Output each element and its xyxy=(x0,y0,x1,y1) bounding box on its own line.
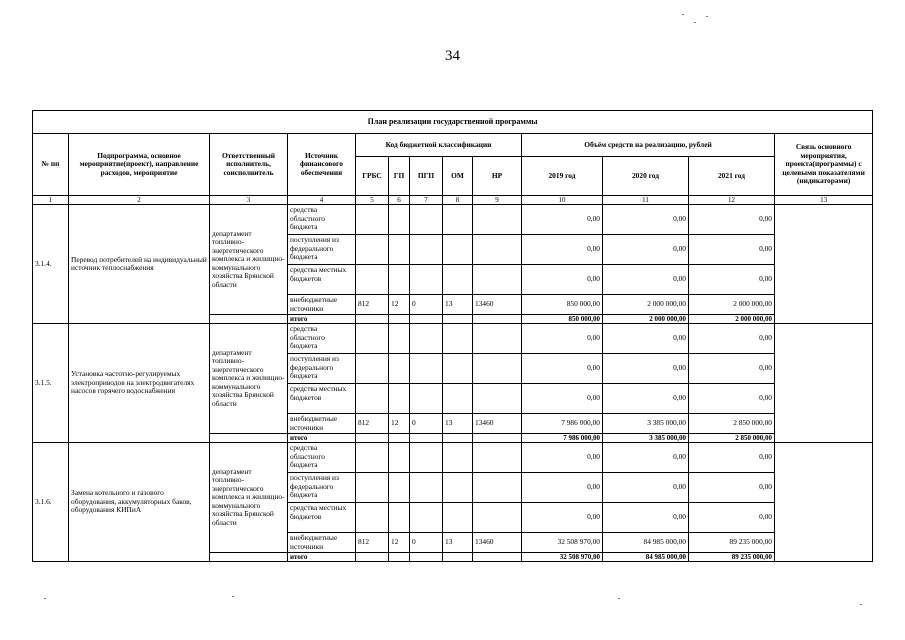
table-row xyxy=(33,205,873,235)
table-row xyxy=(33,324,873,354)
header-om: ОМ xyxy=(443,157,473,196)
value-2021: 2 850 000,00 xyxy=(689,414,775,434)
value-2019: 7 986 000,00 xyxy=(522,414,603,434)
value-2021: 0,00 xyxy=(689,503,775,533)
header-gp: ГП xyxy=(389,157,410,196)
scan-speck xyxy=(232,596,234,597)
code-grbs: 812 xyxy=(356,295,389,315)
value-2020: 0,00 xyxy=(603,503,689,533)
code-pgp: 0 xyxy=(410,533,443,553)
funding-source: средства областного бюджета xyxy=(288,205,356,235)
total-label: итого xyxy=(288,553,356,562)
value-2020: 2 000 000,00 xyxy=(603,295,689,315)
funding-source: поступления из федерального бюджета xyxy=(288,473,356,503)
header-no: № пп xyxy=(33,134,69,196)
column-number: 5 xyxy=(356,196,389,205)
value-2019: 0,00 xyxy=(522,503,603,533)
funding-source: средства местных бюджетов xyxy=(288,265,356,295)
value-2019: 0,00 xyxy=(522,324,603,354)
code-om: 13 xyxy=(443,533,473,553)
header-2021: 2021 год xyxy=(689,157,775,196)
code-gp: 12 xyxy=(389,533,410,553)
page-number: 34 xyxy=(445,48,460,64)
column-number: 12 xyxy=(689,196,775,205)
measure-index: 3.1.4. xyxy=(33,205,69,324)
value-2019: 0,00 xyxy=(522,443,603,473)
funding-source: поступления из федерального бюджета xyxy=(288,354,356,384)
value-2020: 0,00 xyxy=(603,324,689,354)
value-2021: 0,00 xyxy=(689,443,775,473)
code-np: 13460 xyxy=(473,533,522,553)
code-pgp: 0 xyxy=(410,414,443,434)
value-2019: 0,00 xyxy=(522,354,603,384)
header-np: НР xyxy=(473,157,522,196)
value-2019: 32 508 970,00 xyxy=(522,533,603,553)
column-number: 6 xyxy=(389,196,410,205)
value-2020: 0,00 xyxy=(603,473,689,503)
column-number: 2 xyxy=(69,196,210,205)
table-title: План реализации государственной программы xyxy=(33,111,873,134)
value-2020: 3 385 000,00 xyxy=(603,414,689,434)
header-subprogram: Подпрограмма, основное мероприятие(проект), направление расходов, мероприятие xyxy=(69,134,210,196)
value-2020: 0,00 xyxy=(603,384,689,414)
column-number: 3 xyxy=(210,196,288,205)
funding-source: внебюджетные источники xyxy=(288,295,356,315)
funding-source: средства местных бюджетов xyxy=(288,503,356,533)
funding-source: поступления из федерального бюджета xyxy=(288,235,356,265)
header-executor: Ответственный исполнитель, соисполнитель xyxy=(210,134,288,196)
total-label: итого xyxy=(288,315,356,324)
column-number: 13 xyxy=(775,196,873,205)
value-2019: 0,00 xyxy=(522,205,603,235)
value-2021: 2 000 000,00 xyxy=(689,295,775,315)
funding-source: средства местных бюджетов xyxy=(288,384,356,414)
total-2019: 7 986 000,00 xyxy=(522,434,603,443)
total-2020: 3 385 000,00 xyxy=(603,434,689,443)
header-source: Источник финансового обеспечения xyxy=(288,134,356,196)
code-grbs: 812 xyxy=(356,414,389,434)
value-2020: 0,00 xyxy=(603,235,689,265)
measure-name: Перевод потребителей на индивидуальный источник теплоснабжения xyxy=(69,205,210,324)
value-2021: 0,00 xyxy=(689,265,775,295)
total-2020: 84 985 000,00 xyxy=(603,553,689,562)
scan-speck xyxy=(694,22,696,23)
value-2019: 0,00 xyxy=(522,384,603,414)
code-np: 13460 xyxy=(473,295,522,315)
measure-executor: департамент топливно-энергетического комплекса и жилищно-коммунального хозяйства Брянской области xyxy=(210,443,288,553)
code-pgp: 0 xyxy=(410,295,443,315)
value-2020: 0,00 xyxy=(603,205,689,235)
header-pgp: ПГП xyxy=(410,157,443,196)
funding-source: внебюджетные источники xyxy=(288,414,356,434)
header-2020: 2020 год xyxy=(603,157,689,196)
value-2021: 0,00 xyxy=(689,354,775,384)
code-om: 13 xyxy=(443,295,473,315)
header-2019: 2019 год xyxy=(522,157,603,196)
total-2019: 850 000,00 xyxy=(522,315,603,324)
value-2020: 0,00 xyxy=(603,354,689,384)
column-number: 7 xyxy=(410,196,443,205)
header-funds: Объём средств на реализацию, рублей xyxy=(522,134,775,157)
header-grbs: ГРБС xyxy=(356,157,389,196)
column-number: 4 xyxy=(288,196,356,205)
scan-speck xyxy=(860,604,862,605)
program-plan-table-wrapper xyxy=(32,110,873,562)
funding-source: средства областного бюджета xyxy=(288,443,356,473)
code-gp: 12 xyxy=(389,414,410,434)
value-2019: 0,00 xyxy=(522,235,603,265)
value-2020: 84 985 000,00 xyxy=(603,533,689,553)
code-gp: 12 xyxy=(389,295,410,315)
measure-executor: департамент топливно-энергетического комплекса и жилищно-коммунального хозяйства Брянской области xyxy=(210,205,288,315)
header-budget-code: Код бюджетной классификации xyxy=(356,134,522,157)
indicator-link-cell xyxy=(775,205,873,324)
measure-index: 3.1.5. xyxy=(33,324,69,443)
header-link: Связь основного мероприятия, проекта(программы) с целевыми показателями (индикаторами) xyxy=(775,134,873,196)
total-label: итого xyxy=(288,434,356,443)
program-plan-table xyxy=(32,110,873,562)
funding-source: внебюджетные источники xyxy=(288,533,356,553)
code-np: 13460 xyxy=(473,414,522,434)
value-2021: 0,00 xyxy=(689,384,775,414)
value-2019: 0,00 xyxy=(522,265,603,295)
value-2020: 0,00 xyxy=(603,265,689,295)
column-number: 10 xyxy=(522,196,603,205)
measure-executor: департамент топливно-энергетического комплекса и жилищно-коммунального хозяйства Брянской области xyxy=(210,324,288,434)
indicator-link-cell xyxy=(775,443,873,562)
scan-speck xyxy=(706,16,708,17)
total-2021: 89 235 000,00 xyxy=(689,553,775,562)
column-number: 1 xyxy=(33,196,69,205)
column-number: 8 xyxy=(443,196,473,205)
scan-speck xyxy=(618,598,620,599)
value-2021: 89 235 000,00 xyxy=(689,533,775,553)
value-2019: 850 000,00 xyxy=(522,295,603,315)
indicator-link-cell xyxy=(775,324,873,443)
funding-source: средства областного бюджета xyxy=(288,324,356,354)
scan-speck xyxy=(682,14,684,15)
code-om: 13 xyxy=(443,414,473,434)
value-2021: 0,00 xyxy=(689,324,775,354)
total-2021: 2 850 000,00 xyxy=(689,434,775,443)
value-2021: 0,00 xyxy=(689,235,775,265)
total-2019: 32 508 970,00 xyxy=(522,553,603,562)
code-grbs: 812 xyxy=(356,533,389,553)
column-number: 9 xyxy=(473,196,522,205)
measure-name: Установка частотно-регулируемых электроприводов на электродвигателях насосов горячего водоснабжения xyxy=(69,324,210,443)
measure-name: Замена котельного и газового оборудования, аккумуляторных баков, оборудования КИПиА xyxy=(69,443,210,562)
value-2021: 0,00 xyxy=(689,205,775,235)
column-number: 11 xyxy=(603,196,689,205)
value-2021: 0,00 xyxy=(689,473,775,503)
scan-speck xyxy=(44,598,46,599)
table-row xyxy=(33,443,873,473)
total-2021: 2 000 000,00 xyxy=(689,315,775,324)
measure-index: 3.1.6. xyxy=(33,443,69,562)
total-2020: 2 000 000,00 xyxy=(603,315,689,324)
value-2020: 0,00 xyxy=(603,443,689,473)
value-2019: 0,00 xyxy=(522,473,603,503)
